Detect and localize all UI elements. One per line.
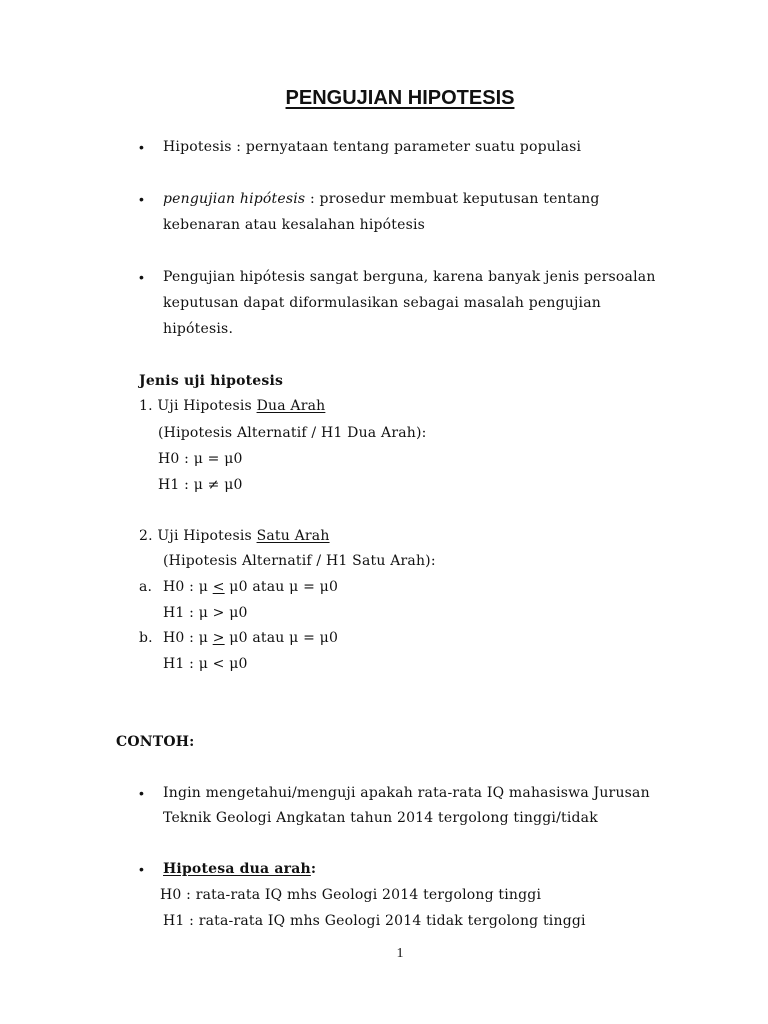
underlined-term: Satu Arah <box>256 528 330 544</box>
colon: : <box>310 861 317 877</box>
page-title: PENGUJIAN HIPOTESIS <box>285 87 515 109</box>
page-number: 1 <box>396 946 404 961</box>
bullet-icon: • <box>139 269 144 285</box>
underlined-term: Dua Arah <box>256 398 326 414</box>
hypothesis-h0 <box>163 630 338 646</box>
example-line: Ingin mengetahui/menguji apakah rata-rata IQ mahasiswa Jurusan <box>163 785 650 801</box>
bullet-icon: • <box>139 139 144 155</box>
hypothesis-text: μ0 atau μ = μ0 <box>224 630 339 646</box>
sublist-label-b: b. <box>139 630 153 646</box>
hypothesis-h1: H1 : μ ≠ μ0 <box>158 477 243 493</box>
definition-hipotesis: Hipotesis : pernyataan tentang parameter suatu populasi <box>163 139 582 155</box>
example-line: Teknik Geologi Angkatan tahun 2014 tergolong tinggi/tidak <box>163 810 598 826</box>
hypothesis-text: H0 : μ <box>163 579 213 595</box>
definition-continuation: kebenaran atau kesalahan hipótesis <box>163 217 426 233</box>
underlined-term: Hipotesa dua arah <box>163 861 311 877</box>
hypothesis-h1: H1 : μ < μ0 <box>163 656 248 672</box>
hypothesis-text: μ0 atau μ = μ0 <box>224 579 339 595</box>
list-item-dua-arah <box>139 398 325 414</box>
bullet-icon: • <box>139 785 144 801</box>
list-item-satu-arah <box>139 528 330 544</box>
hypothesis-h0: H0 : μ = μ0 <box>158 451 243 467</box>
definition-text: : prosedur membuat keputusan tentang <box>305 191 600 207</box>
paragraph-line: Pengujian hipótesis sangat berguna, karena banyak jenis persoalan <box>163 269 656 285</box>
hypothesis-h1: H1 : rata-rata IQ mhs Geologi 2014 tidak tergolong tinggi <box>163 913 586 929</box>
list-item-text: 1. Uji Hipotesis <box>139 398 257 414</box>
hypothesis-text: H0 : μ <box>163 630 213 646</box>
hypothesis-h0: H0 : rata-rata IQ mhs Geologi 2014 tergolong tinggi <box>160 887 542 903</box>
list-item-subtitle: (Hipotesis Alternatif / H1 Satu Arah): <box>163 553 436 569</box>
less-equal-symbol: < <box>212 579 225 595</box>
section-heading-contoh: CONTOH: <box>116 734 195 750</box>
list-item-subtitle: (Hipotesis Alternatif / H1 Dua Arah): <box>158 425 427 441</box>
paragraph-line: hipótesis. <box>163 321 234 337</box>
definition-pengujian <box>163 191 600 207</box>
hypothesis-h0 <box>163 579 338 595</box>
list-item-text: 2. Uji Hipotesis <box>139 528 257 544</box>
bullet-icon: • <box>139 861 144 877</box>
bullet-icon: • <box>139 191 144 207</box>
sublist-label-a: a. <box>139 579 153 595</box>
greater-equal-symbol: > <box>212 630 225 646</box>
section-heading-jenis: Jenis uji hipotesis <box>139 373 284 389</box>
term-pengujian-hipotesis: pengujian hipótesis <box>163 191 306 207</box>
hypothesis-h1: H1 : μ > μ0 <box>163 605 248 621</box>
example-heading-dua-arah <box>163 861 316 877</box>
paragraph-line: keputusan dapat diformulasikan sebagai masalah pengujian <box>163 295 601 311</box>
